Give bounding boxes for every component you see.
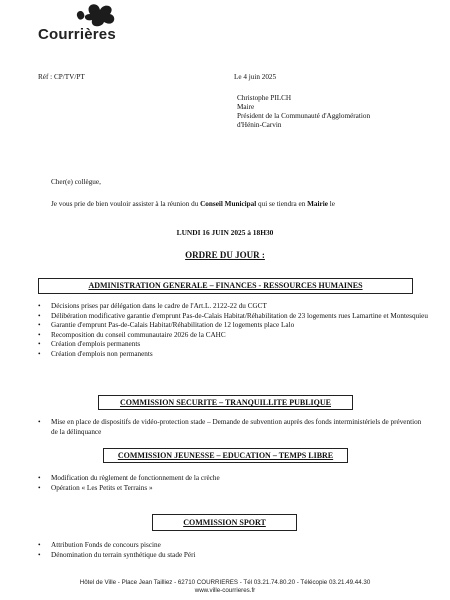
section-items-sport [38, 541, 428, 560]
section-title-box-admin [38, 278, 413, 294]
invite-mid: qui se tiendra en [256, 200, 308, 208]
bullet-icon: • [38, 550, 41, 559]
list-item: • Création d'emplois permanents [38, 340, 141, 349]
leaf-emblem-icon [18, 2, 128, 28]
signatory-title-line1: Président de la Communauté d'Agglomération [237, 112, 371, 120]
list-item: • Mise en place de dispositifs de vidéo-protection stade – Demande de subvention auprès des fonds interministériels de prévention de la délinquance [38, 418, 422, 436]
list-item: • Délibération modificative garantie d'emprunt Pas-de-Calais Habitat/Réhabilitation de 23 logements rues Lamartine et Montesquieu [38, 311, 428, 320]
bullet-icon: • [38, 321, 41, 330]
signatory-title-line2: d'Hénin-Carvin [237, 121, 282, 129]
section-items-jeunesse [38, 474, 428, 493]
section-title-box-sport [152, 514, 297, 531]
signatory-role: Maire [237, 103, 255, 111]
list-item: • Dénomination du terrain synthétique du stade Péri [38, 550, 196, 559]
invitation-text [51, 200, 406, 209]
bullet-icon: • [38, 541, 41, 549]
section-title-box-jeunesse [103, 448, 348, 463]
bullet-icon: • [38, 330, 41, 339]
invite-post: le [327, 200, 335, 208]
bullet-icon: • [38, 474, 41, 482]
section-title-admin: ADMINISTRATION GENERALE – FINANCES - RESSOURCES HUMAINES [88, 281, 363, 290]
section-title-box-securite [98, 395, 353, 410]
footer-website[interactable]: www.ville-courrieres.fr [194, 587, 256, 594]
signatory-name: Christophe PILCH [237, 94, 292, 102]
section-title-jeunesse: COMMISSION JEUNESSE – EDUCATION – TEMPS LIBRE [117, 451, 334, 460]
list-item: • Recomposition du conseil communautaire 2026 de la CAHC [38, 330, 226, 339]
invite-pre: Je vous prie de bien vouloir assister à la réunion du [51, 200, 201, 208]
list-item: • Création d'emplois non permanents [38, 349, 153, 358]
list-item: • Garantie d'emprunt Pas-de-Calais Habitat/Réhabilitation de 12 logements place Lalo [38, 321, 295, 330]
bullet-icon: • [38, 311, 41, 320]
reference: Réf : CP/TV/PT [38, 73, 85, 81]
invite-council: Conseil Municipal [200, 200, 257, 208]
bullet-icon: • [38, 418, 41, 426]
section-title-sport: COMMISSION SPORT [183, 518, 266, 527]
bullet-icon: • [38, 483, 41, 492]
logo-text: Courrières [38, 26, 116, 43]
list-item: • Opération « Les Petits et Terrains » [38, 483, 153, 492]
section-items-admin [38, 302, 428, 360]
letter-date: Le 4 juin 2025 [234, 73, 277, 81]
section-title-securite: COMMISSION SECURITE – TRANQUILLITE PUBLIQUE [119, 398, 331, 407]
city-logo [18, 2, 128, 44]
greeting: Cher(e) collègue, [51, 178, 101, 186]
list-item: • Décisions prises par délégation dans le cadre de l'Art.L. 2122-22 du CGCT [38, 302, 267, 310]
meeting-date: LUNDI 16 JUIN 2025 à 18H30 [176, 228, 274, 237]
footer-address: Hôtel de Ville - Place Jean Tailliez - 62710 COURRIERES - Tél 03.21.74.80.20 - Télécopie 03.21.49.44.30 [79, 579, 371, 586]
list-item: • Attribution Fonds de concours piscine [38, 541, 161, 549]
bullet-icon: • [38, 349, 41, 358]
invite-mairie: Mairie [307, 200, 328, 208]
signatory-block [237, 94, 370, 130]
footer [0, 579, 450, 595]
bullet-icon: • [38, 340, 41, 349]
agenda-heading: ORDRE DU JOUR : [185, 250, 265, 260]
section-items-securite [38, 418, 428, 437]
bullet-icon: • [38, 302, 41, 310]
list-item: • Modification du règlement de fonctionnement de la crèche [38, 474, 220, 482]
